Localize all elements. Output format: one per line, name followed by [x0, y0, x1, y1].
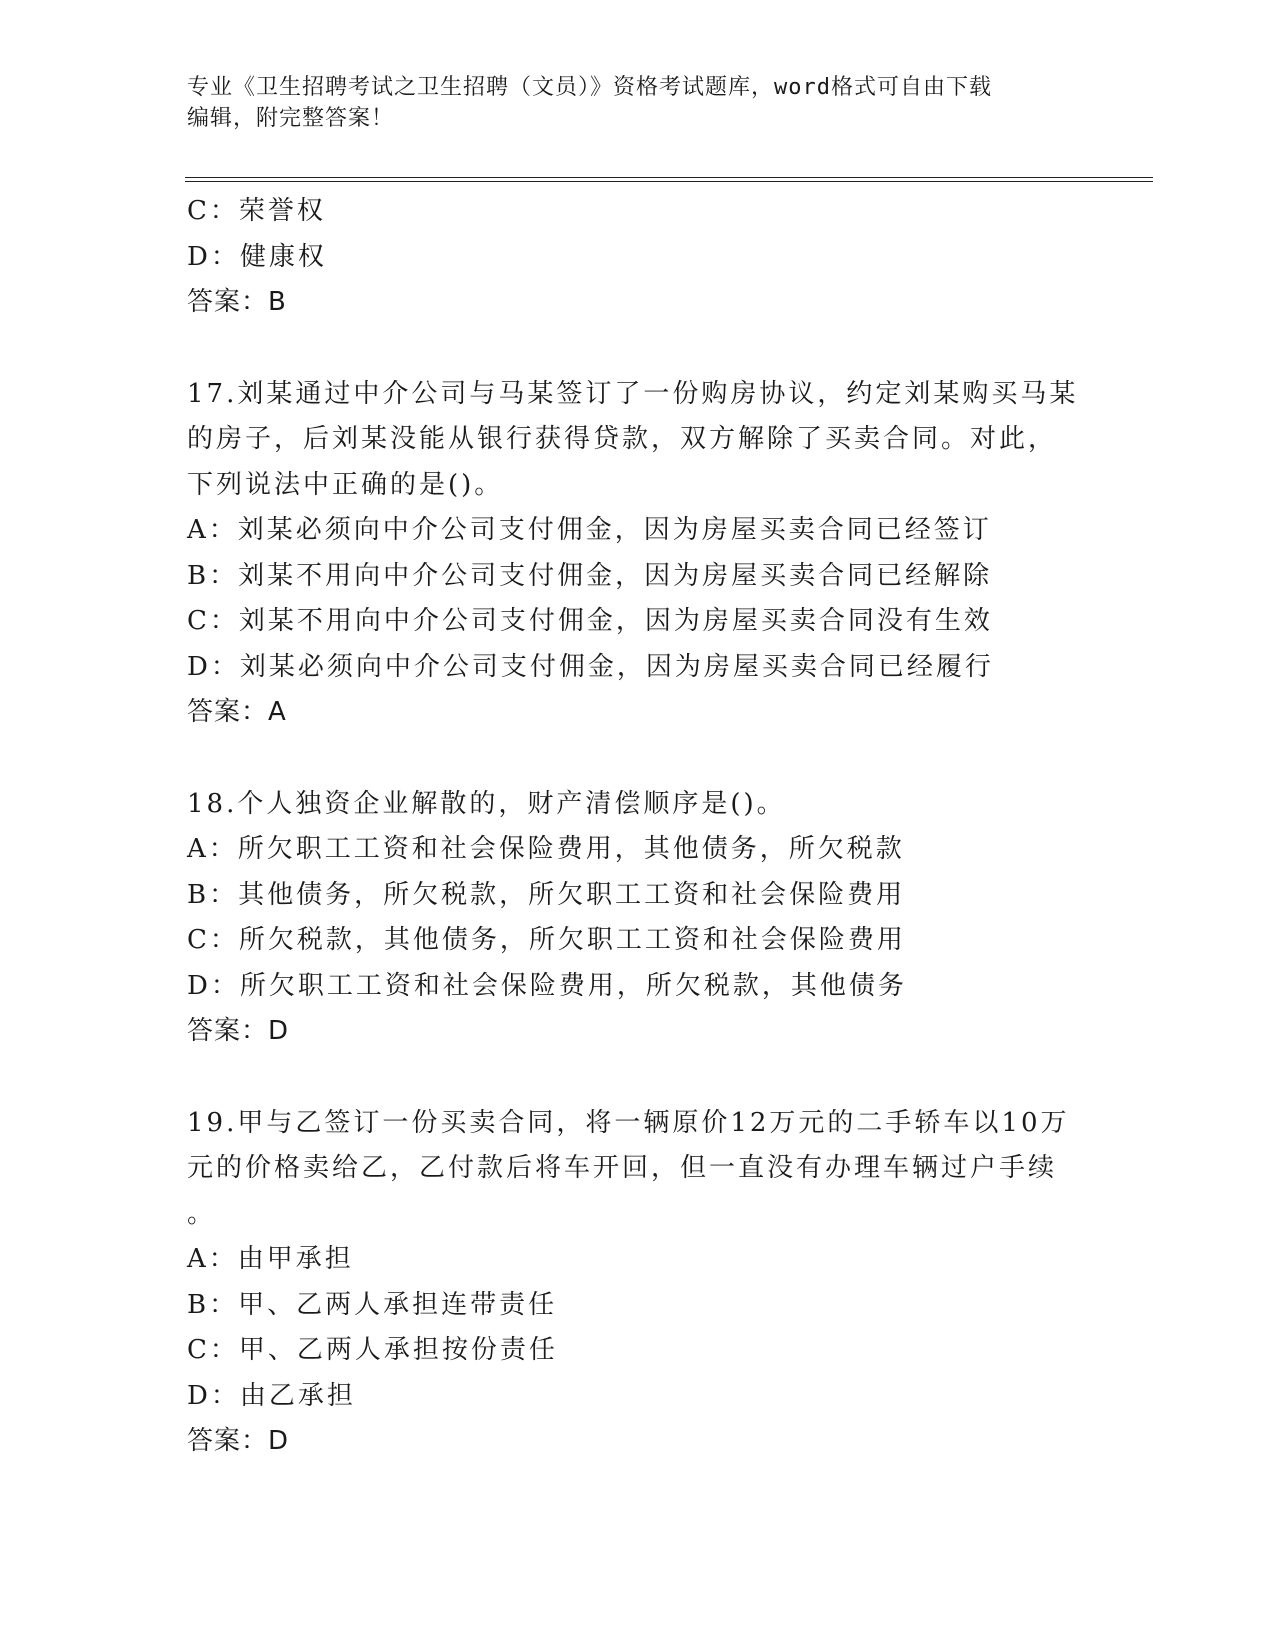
question-17 [187, 372, 1087, 736]
question-16-tail [187, 189, 1087, 326]
question-stem-line: 下列说法中正确的是()。 [187, 469, 504, 500]
question-stem-line: 17.刘某通过中介公司与马某签订了一份购房协议，约定刘某购买马某 [187, 378, 1079, 409]
spacer [187, 736, 1087, 782]
question-stem-line: 的房子，后刘某没能从银行获得贷款，双方解除了买卖合同。对此， [187, 424, 1058, 454]
header-line-2: 编辑，附完整答案！ [187, 106, 395, 131]
question-18 [187, 782, 1087, 1055]
header-divider-bottom [185, 181, 1153, 182]
header-line-1: 专业《卫生招聘考试之卫生招聘（文员）》资格考试题库，word格式可自由下载 [187, 75, 992, 100]
spacer [187, 326, 1087, 372]
option-b: B：甲、乙两人承担连带责任 [187, 1289, 558, 1320]
option-d: D：健康权 [187, 241, 327, 272]
answer-line: 答案：D [187, 1426, 290, 1456]
page-header [187, 72, 1087, 134]
question-stem-line: 元的价格卖给乙，乙付款后将车开回，但一直没有办理车辆过户手续 [187, 1153, 1058, 1183]
spacer [187, 1055, 1087, 1101]
question-19 [187, 1101, 1087, 1465]
option-c: C：刘某不用向中介公司支付佣金，因为房屋买卖合同没有生效 [187, 606, 993, 636]
option-b: B：其他债务，所欠税款，所欠职工工资和社会保险费用 [187, 879, 906, 910]
answer-line: 答案：D [187, 1016, 290, 1046]
option-d: D：所欠职工工资和社会保险费用，所欠税款，其他债务 [187, 970, 907, 1001]
answer-line: 答案：B [187, 287, 287, 317]
option-a: A：由甲承担 [187, 1244, 354, 1274]
option-a: A：刘某必须向中介公司支付佣金，因为房屋买卖合同已经签订 [187, 515, 992, 545]
question-stem-line: 18.个人独资企业解散的，财产清偿顺序是()。 [187, 788, 786, 819]
option-c: C：荣誉权 [187, 196, 326, 226]
question-stem-line: 19.甲与乙签订一份买卖合同，将一辆原价12万元的二手轿车以10万 [187, 1107, 1070, 1138]
question-stem-line: 。 [187, 1198, 217, 1229]
option-d: D：刘某必须向中介公司支付佣金，因为房屋买卖合同已经履行 [187, 651, 994, 682]
answer-line: 答案：A [187, 697, 287, 727]
option-c: C：甲、乙两人承担按份责任 [187, 1335, 558, 1365]
option-d: D：由乙承担 [187, 1380, 356, 1411]
header-divider-top [185, 177, 1153, 178]
option-a: A：所欠职工工资和社会保险费用，其他债务，所欠税款 [187, 834, 905, 864]
option-c: C：所欠税款，其他债务，所欠职工工资和社会保险费用 [187, 925, 906, 955]
question-list [187, 189, 1087, 1465]
option-b: B：刘某不用向中介公司支付佣金，因为房屋买卖合同已经解除 [187, 560, 993, 591]
